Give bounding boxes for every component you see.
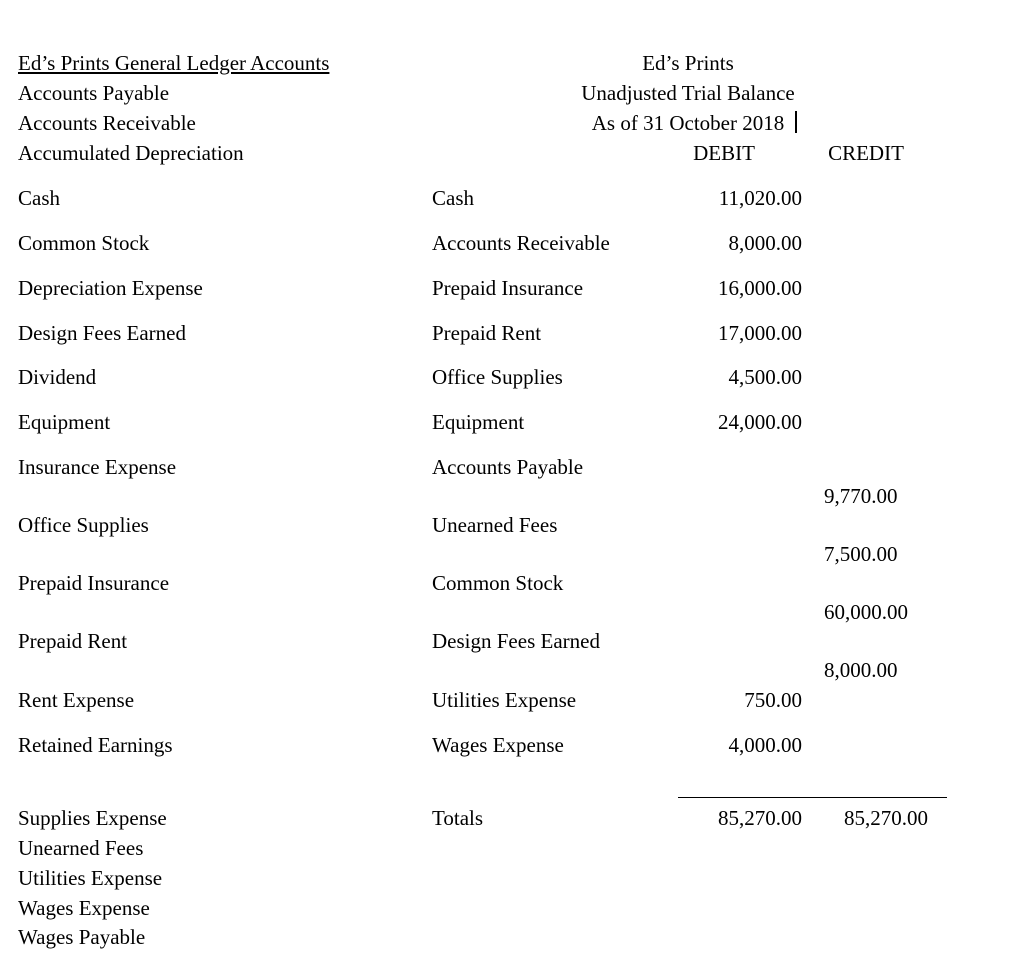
ledger-account-item: Insurance Expense	[18, 455, 177, 479]
table-row-account: Wages Expense	[432, 733, 564, 757]
text-cursor	[795, 111, 797, 133]
total-debit: 85,270.00	[718, 806, 802, 830]
table-row-account: Utilities Expense	[432, 688, 577, 712]
table-row-account: Prepaid Insurance	[432, 276, 584, 300]
totals-rule	[678, 797, 947, 798]
table-row-account: Accounts Payable	[432, 455, 584, 479]
trial-balance-title: Unadjusted Trial Balance	[581, 81, 795, 105]
ledger-account-item: Cash	[18, 186, 60, 210]
ledger-account-item: Dividend	[18, 365, 97, 389]
table-row-account: Prepaid Rent	[432, 321, 542, 345]
table-row-debit: 11,020.00	[718, 186, 802, 210]
table-row-account: Design Fees Earned	[432, 629, 600, 653]
ledger-account-item: Accumulated Depreciation	[18, 141, 244, 165]
ledger-account-item: Office Supplies	[18, 513, 149, 537]
table-row-debit: 16,000.00	[718, 276, 802, 300]
ledger-account-item: Rent Expense	[18, 688, 135, 712]
table-row-debit: 8,000.00	[728, 231, 802, 255]
totals-label: Totals	[432, 806, 484, 830]
ledger-account-item: Retained Earnings	[18, 733, 173, 757]
table-row-credit: 60,000.00	[824, 600, 908, 624]
ledger-account-item: Common Stock	[18, 231, 150, 255]
ledger-account-item: Prepaid Insurance	[18, 571, 170, 595]
table-row-account: Equipment	[432, 410, 525, 434]
trial-balance-company: Ed’s Prints	[642, 51, 734, 75]
table-row-account: Office Supplies	[432, 365, 563, 389]
ledger-account-item: Equipment	[18, 410, 111, 434]
ledger-account-item: Depreciation Expense	[18, 276, 203, 300]
table-row-account: Common Stock	[432, 571, 564, 595]
table-row-credit: 7,500.00	[824, 542, 898, 566]
ledger-account-item: Accounts Receivable	[18, 111, 196, 135]
table-row-credit: 8,000.00	[824, 658, 898, 682]
table-row-debit: 17,000.00	[718, 321, 802, 345]
ledger-account-item: Unearned Fees	[18, 836, 144, 860]
table-row-debit: 4,500.00	[728, 365, 802, 389]
ledger-account-item: Utilities Expense	[18, 866, 163, 890]
table-row-debit: 750.00	[744, 688, 802, 712]
ledger-account-item: Design Fees Earned	[18, 321, 186, 345]
ledger-account-item: Accounts Payable	[18, 81, 170, 105]
trial-balance-date: As of 31 October 2018	[591, 111, 785, 135]
table-row-account: Accounts Receivable	[432, 231, 610, 255]
ledger-account-item: Wages Expense	[18, 896, 150, 920]
ledger-account-item: Prepaid Rent	[18, 629, 128, 653]
table-row-debit: 4,000.00	[728, 733, 802, 757]
table-row-credit: 9,770.00	[824, 484, 898, 508]
table-row-debit: 24,000.00	[718, 410, 802, 434]
ledger-accounts-title: Ed’s Prints General Ledger Accounts	[18, 51, 330, 75]
credit-header: CREDIT	[828, 141, 904, 165]
table-row-account: Unearned Fees	[432, 513, 558, 537]
ledger-account-item: Wages Payable	[18, 925, 146, 949]
total-credit: 85,270.00	[844, 806, 928, 830]
ledger-account-item: Supplies Expense	[18, 806, 167, 830]
table-row-account: Cash	[432, 186, 474, 210]
debit-header: DEBIT	[693, 141, 755, 165]
